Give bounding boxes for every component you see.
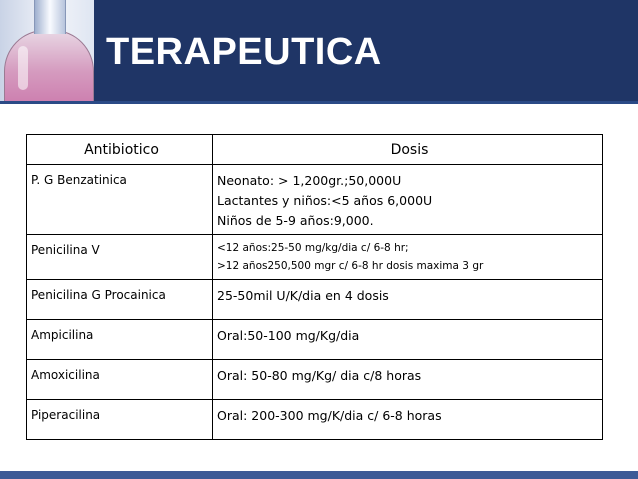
- dose-line: Lactantes y niños:<5 años 6,000U: [217, 193, 433, 208]
- header-band: [0, 0, 638, 104]
- footer-band: [0, 471, 638, 479]
- drug-name: Ampicilina: [27, 320, 213, 360]
- dose-line: 25-50mil U/K/dia en 4 dosis: [217, 288, 389, 303]
- flask-icon: [0, 0, 94, 104]
- dose-cell: [213, 165, 603, 235]
- table-row: [27, 400, 603, 440]
- dose-line: Oral: 200-300 mg/K/dia c/ 6-8 horas: [217, 408, 442, 423]
- column-header-dose: Dosis: [213, 135, 603, 165]
- dose-cell: [213, 360, 603, 400]
- table-row: [27, 320, 603, 360]
- table-row: [27, 280, 603, 320]
- column-header-antibiotic: Antibiotico: [27, 135, 213, 165]
- dose-cell: [213, 400, 603, 440]
- dose-line: <12 años:25-50 mg/kg/dia c/ 6-8 hr;: [217, 242, 409, 254]
- dose-line: Oral: 50-80 mg/Kg/ dia c/8 horas: [217, 368, 422, 383]
- dose-cell: [213, 235, 603, 280]
- drug-name: P. G Benzatinica: [27, 165, 213, 235]
- table-header-row: [27, 135, 603, 165]
- table-row: [27, 235, 603, 280]
- drug-name: Amoxicilina: [27, 360, 213, 400]
- dose-line: Oral:50-100 mg/Kg/dia: [217, 328, 360, 343]
- slide-title: TERAPEUTICA: [106, 31, 382, 73]
- dose-cell: [213, 320, 603, 360]
- dose-line: Neonato: > 1,200gr.;50,000U: [217, 173, 402, 188]
- table-row: [27, 360, 603, 400]
- dose-line: >12 años250,500 mgr c/ 6-8 hr dosis maxima 3 gr: [217, 260, 484, 272]
- dosage-table: [26, 134, 603, 440]
- dose-line: Niños de 5-9 años:9,000.: [217, 213, 374, 228]
- dose-cell: [213, 280, 603, 320]
- drug-name: Piperacilina: [27, 400, 213, 440]
- drug-name: Penicilina V: [27, 235, 213, 280]
- drug-name: Penicilina G Procainica: [27, 280, 213, 320]
- table-row: [27, 165, 603, 235]
